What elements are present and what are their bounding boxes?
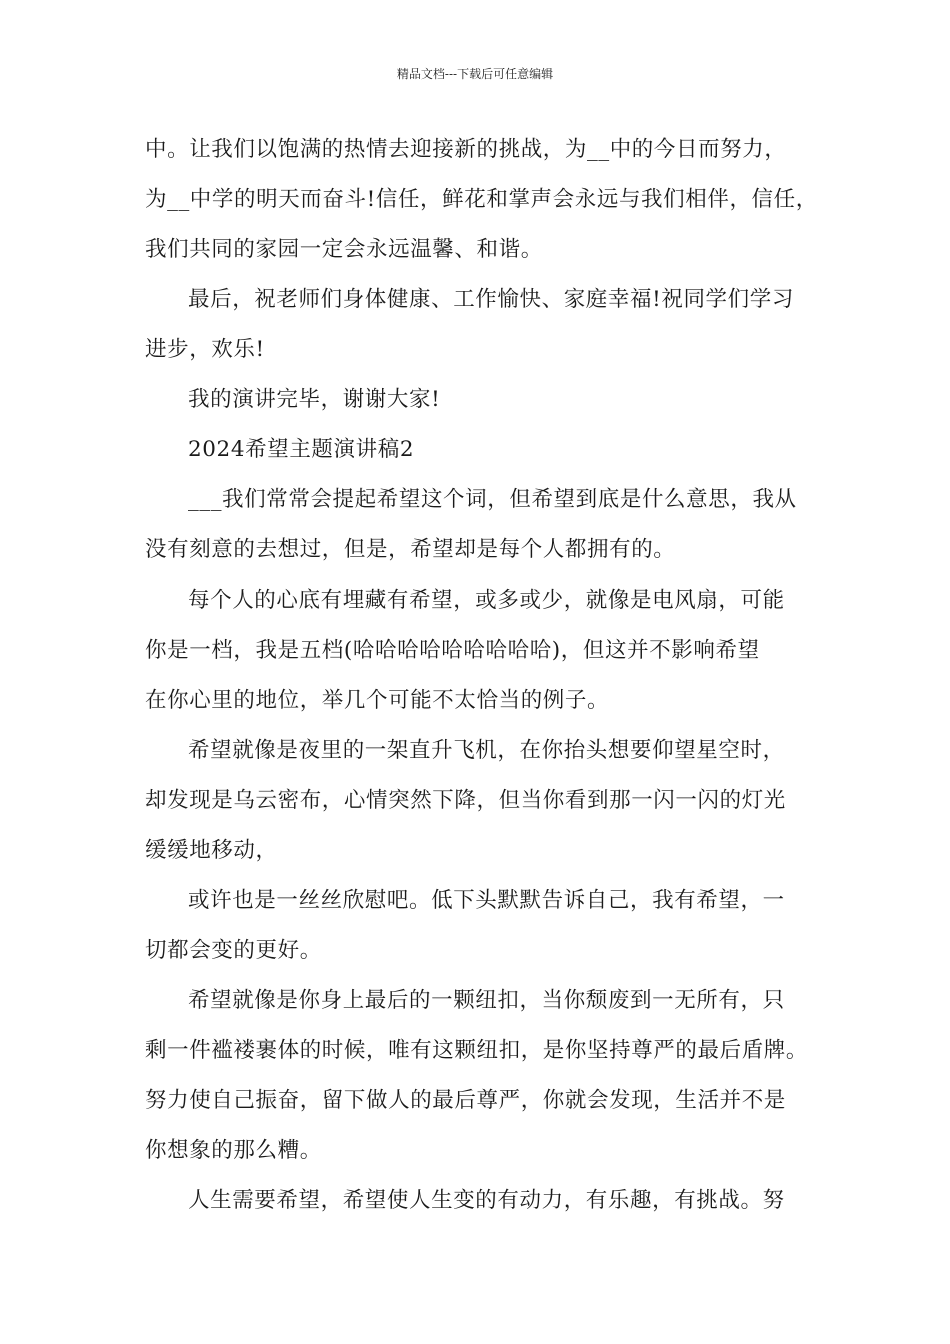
text-line: 努力使自己振奋，留下做人的最后尊严，你就会发现，生活并不是 [145, 1088, 786, 1113]
text-line: 中。让我们以饱满的热情去迎接新的挑战，为__中的今日而努力， [145, 137, 787, 162]
text-line: 你是一档，我是五档(哈哈哈哈哈哈哈哈哈)，但这并不影响希望 [145, 638, 760, 663]
paragraph-first-line: 我的演讲完毕，谢谢大家! [188, 387, 441, 412]
text-line: 进步，欢乐! [145, 337, 265, 362]
paragraph-first-line: 或许也是一丝丝欣慰吧。低下头默默告诉自己，我有希望，一 [188, 888, 785, 913]
text-line: 为__中学的明天而奋斗!信任，鲜花和掌声会永远与我们相伴，信任， [145, 187, 818, 212]
paragraph-first-line: 每个人的心底有埋藏有希望，或多或少，就像是电风扇，可能 [188, 588, 785, 613]
text-line: 切都会变的更好。 [145, 938, 322, 963]
text-line: 你想象的那么糟。 [145, 1138, 322, 1163]
text-line: 却发现是乌云密布，心情突然下降，但当你看到那一闪一闪的灯光 [145, 788, 786, 813]
paragraph-first-line: ___我们常常会提起希望这个词，但希望到底是什么意思，我从 [188, 487, 797, 512]
text-line: 在你心里的地位，举几个可能不太恰当的例子。 [145, 688, 610, 713]
paragraph-first-line: 最后，祝老师们身体健康、工作愉快、家庭幸福!祝同学们学习 [188, 287, 794, 312]
text-line: 没有刻意的去想过，但是，希望却是每个人都拥有的。 [145, 537, 676, 562]
section-title: 2024希望主题演讲稿2 [188, 437, 415, 462]
page-header: 精品文档---下载后可任意编辑 [396, 67, 554, 81]
paragraph-first-line: 希望就像是夜里的一架直升飞机，在你抬头想要仰望星空时， [188, 738, 785, 763]
text-line: 剩一件褴褛裹体的时候，唯有这颗纽扣，是你坚持尊严的最后盾牌。 [145, 1038, 809, 1063]
paragraph-first-line: 人生需要希望，希望使人生变的有动力，有乐趣，有挑战。努 [188, 1188, 785, 1213]
text-line: 我们共同的家园一定会永远温馨、和谐。 [145, 237, 543, 262]
paragraph-first-line: 希望就像是你身上最后的一颗纽扣，当你颓废到一无所有，只 [188, 988, 785, 1013]
text-line: 缓缓地移动， [145, 838, 278, 863]
